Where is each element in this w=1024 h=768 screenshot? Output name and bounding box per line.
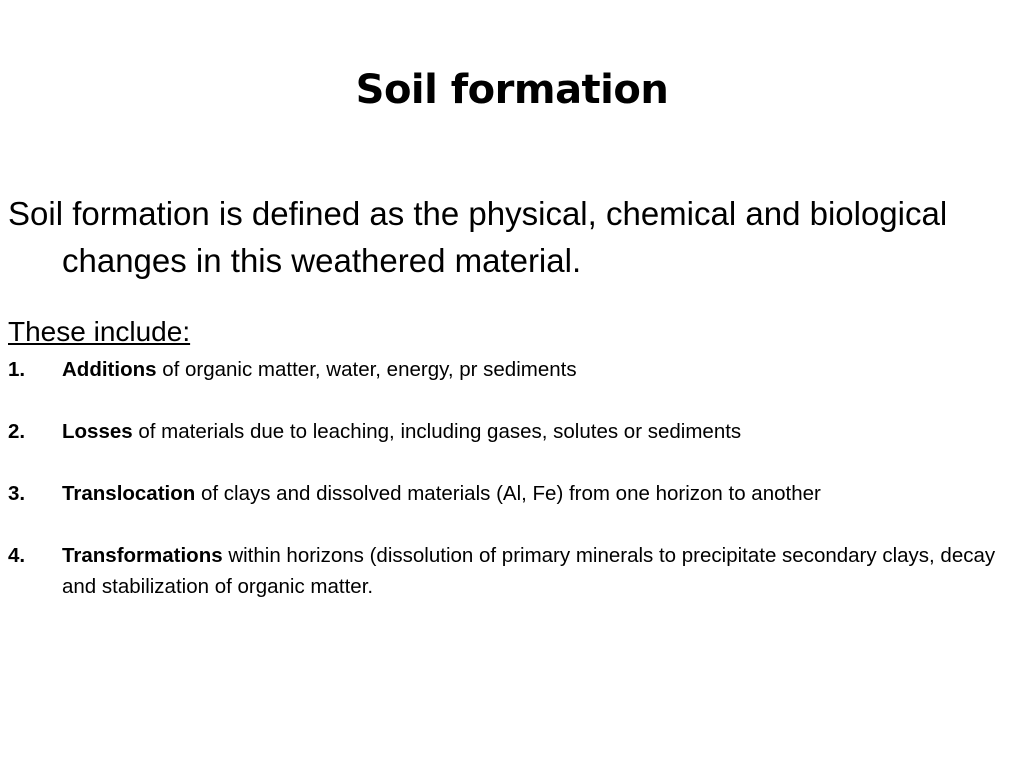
list-item-text: within horizons (dissolution of primary minerals to precipitate secondary clays, decay and stabilization of organic matter. xyxy=(62,544,996,598)
list-item-text: of materials due to leaching, including gases, solutes or sediments xyxy=(132,420,742,443)
list-item-term: Translocation xyxy=(62,482,196,505)
list-item xyxy=(8,478,1020,509)
list-item-number: 2. xyxy=(8,420,26,443)
list-item-term: Losses xyxy=(62,420,133,443)
list-item-number: 4. xyxy=(8,544,26,567)
list-item-term: Additions xyxy=(62,358,157,381)
list-item xyxy=(8,540,1020,602)
process-list xyxy=(8,354,1020,633)
list-item-text: of clays and dissolved materials (Al, Fe) from one horizon to another xyxy=(195,482,821,505)
list-item-term: Transformations xyxy=(62,544,223,567)
list-item-number: 1. xyxy=(8,358,26,381)
list-item-text: of organic matter, water, energy, pr sediments xyxy=(156,358,577,381)
list-item xyxy=(8,416,1020,447)
definition-paragraph: Soil formation is defined as the physical, chemical and biological changes in this weathered material. xyxy=(8,195,948,279)
slide-title: Soil formation xyxy=(355,67,669,113)
includes-heading: These include: xyxy=(8,316,191,347)
list-item xyxy=(8,354,1020,385)
list-item-number: 3. xyxy=(8,482,26,505)
